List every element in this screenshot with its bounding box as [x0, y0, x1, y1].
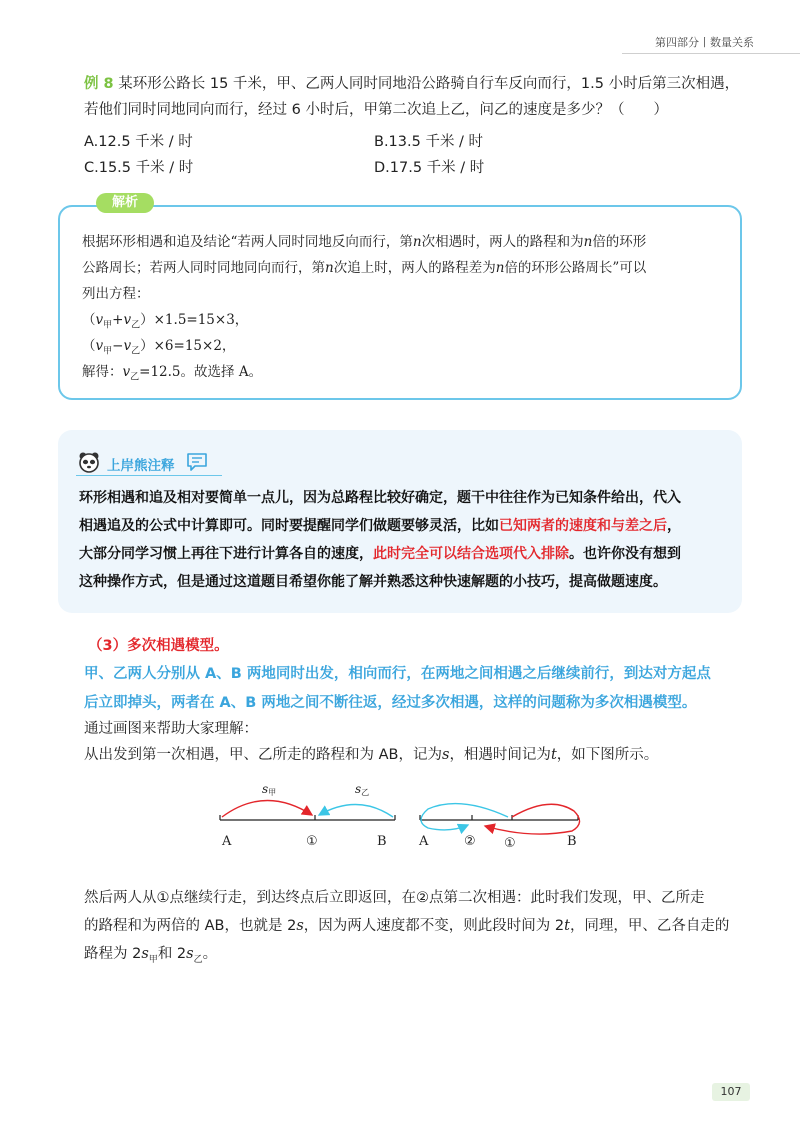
solution-text: =12.5。故选择 A。 [139, 364, 263, 380]
after-line-3 [84, 940, 217, 974]
right-label-meet-1: ① [504, 836, 516, 851]
arrow-yi-return [421, 804, 508, 830]
analysis-text: 倍的环形公路周长”可以 [504, 260, 647, 276]
note-text: 大部分同学习惯上再往下进行计算各自的速度， [79, 546, 373, 562]
variable-n: n [583, 234, 593, 250]
note-line-1: 环形相遇和追及相对要简单一点儿，因为总路程比较好确定，题干中往往作为已知条件给出，代入 [79, 490, 681, 506]
page-number: 107 [712, 1083, 750, 1101]
analysis-text: 次相遇时，两人的路程和为 [421, 234, 584, 250]
variable-n: n [412, 234, 422, 250]
analysis-line-2 [82, 255, 646, 281]
subscript: 甲 [103, 346, 113, 357]
analysis-text: 倍的环形 [592, 234, 647, 250]
variable-s: s [141, 946, 149, 962]
variable-s: s [296, 918, 304, 934]
body-line-1: 通过画图来帮助大家理解： [84, 721, 258, 737]
operator: − [112, 338, 124, 354]
note-title-underline [76, 475, 222, 476]
note-line-4: 这种操作方式，但是通过这道题目希望你能了解并熟悉这种快速解题的小技巧，提高做题速度。 [79, 574, 667, 590]
label-s-jia: s甲 [262, 782, 277, 797]
note-line-3 [79, 540, 681, 568]
paren: （ [82, 338, 96, 354]
definition-line-1: 甲、乙两人分别从 A、B 两地同时出发，相向而行，在两地之间相遇之后继续前行，到达对方起点 [84, 666, 711, 682]
analysis-label: 解析 [96, 193, 154, 213]
left-label-a: A [222, 834, 232, 849]
right-label-a: A [419, 834, 429, 849]
operator: + [112, 312, 124, 328]
option-d: D.17.5 千米 / 时 [374, 160, 485, 176]
variable-v: v [95, 338, 104, 354]
variable-s: s [186, 946, 194, 962]
example-line-1 [84, 72, 739, 96]
body-line-2 [84, 741, 658, 769]
paren: （ [82, 312, 96, 328]
example-label: 例 8 [84, 76, 114, 92]
variable-v: v [122, 364, 131, 380]
analysis-text: 次追上时，两人的路程差为 [333, 260, 496, 276]
variable-s: s [441, 747, 450, 763]
subscript: 乙 [193, 954, 203, 965]
body-text: 从出发到第一次相遇，甲、乙所走的路程和为 AB，记为 [84, 747, 442, 763]
option-a: A.12.5 千米 / 时 [84, 134, 193, 150]
note-text: 相遇追及的公式中计算即可。同时要提醒同学们做题要够灵活，比如 [79, 518, 499, 534]
subscript: 乙 [131, 346, 141, 357]
section-title: （3）多次相遇模型。 [88, 638, 229, 654]
note-title: 上岸熊注释 [107, 458, 175, 474]
example-text-1: 某环形公路长 15 千米，甲、乙两人同时同地沿公路骑自行车反向而行，1.5 小时后第三次相遇， [118, 76, 740, 92]
subscript: 乙 [130, 372, 140, 383]
variable-n: n [495, 260, 505, 276]
variable-n: n [325, 260, 334, 276]
meeting-diagram [200, 775, 600, 855]
variable-t: t [550, 747, 557, 763]
solution-text: 解得： [82, 364, 123, 380]
label-s-yi: s乙 [355, 782, 370, 797]
arrow-jia [222, 800, 312, 817]
option-c: C.15.5 千米 / 时 [84, 160, 194, 176]
note-text: 。也许你没有想到 [569, 546, 681, 562]
comment-icon [186, 452, 208, 472]
after-line-1: 然后两人从①点继续行走，到达终点后立即返回，在②点第二次相遇：此时我们发现，甲、乙所走 [84, 890, 705, 906]
body-text: ，同理，甲、乙各自走的 [569, 918, 730, 934]
body-text: ，因为两人速度都不变，则此段时间为 2 [303, 918, 565, 934]
equation-text: ）×6=15×2， [140, 338, 236, 354]
right-label-b: B [567, 834, 577, 849]
equation-text: ）×1.5=15×3， [140, 312, 249, 328]
note-line-2 [79, 512, 681, 540]
note-highlight: 此时完全可以结合选项代入排除 [373, 546, 569, 562]
arrow-yi [319, 804, 393, 817]
right-label-meet-2: ② [464, 834, 476, 849]
variable-v: v [123, 338, 132, 354]
header-rule [622, 53, 800, 54]
left-label-meet-1: ① [306, 834, 318, 849]
option-b: B.13.5 千米 / 时 [374, 134, 484, 150]
body-text: 的路程和为两倍的 AB，也就是 2 [84, 918, 297, 934]
body-text: ，如下图所示。 [556, 747, 659, 763]
subscript: 甲 [148, 954, 158, 965]
analysis-text: 公路周长；若两人同时同地同向而行，第 [82, 260, 325, 276]
arrow-jia-return [485, 804, 580, 834]
body-text: 和 2 [157, 946, 187, 962]
body-text: ，相遇时间记为 [449, 747, 551, 763]
definition-line-2: 后立即掉头，两者在 A、B 两地之间不断往返，经过多次相遇，这样的问题称为多次相遇模型。 [84, 695, 697, 711]
example-line-2: 若他们同时同地同向而行，经过 6 小时后，甲第二次追上乙，问乙的速度是多少？（ ） [84, 102, 668, 118]
subscript: 乙 [131, 320, 141, 331]
note-highlight: 已知两者的速度和与差之后 [499, 518, 667, 534]
subscript: 甲 [103, 320, 113, 331]
after-line-2 [84, 912, 729, 940]
analysis-line-3: 列出方程： [82, 286, 150, 302]
note-text: ， [667, 518, 681, 534]
analysis-text: 根据环形相遇和追及结论“若两人同时同地反向而行，第 [82, 234, 413, 250]
left-label-b: B [377, 834, 387, 849]
variable-v: v [95, 312, 104, 328]
running-header: 第四部分丨数量关系 [655, 36, 754, 49]
bear-icon [78, 451, 100, 473]
solution-line [82, 359, 262, 391]
variable-v: v [123, 312, 132, 328]
body-text: 路程为 2 [84, 946, 142, 962]
body-text: 。 [202, 946, 218, 962]
variable-t: t [564, 918, 570, 934]
analysis-line-1 [82, 229, 646, 255]
